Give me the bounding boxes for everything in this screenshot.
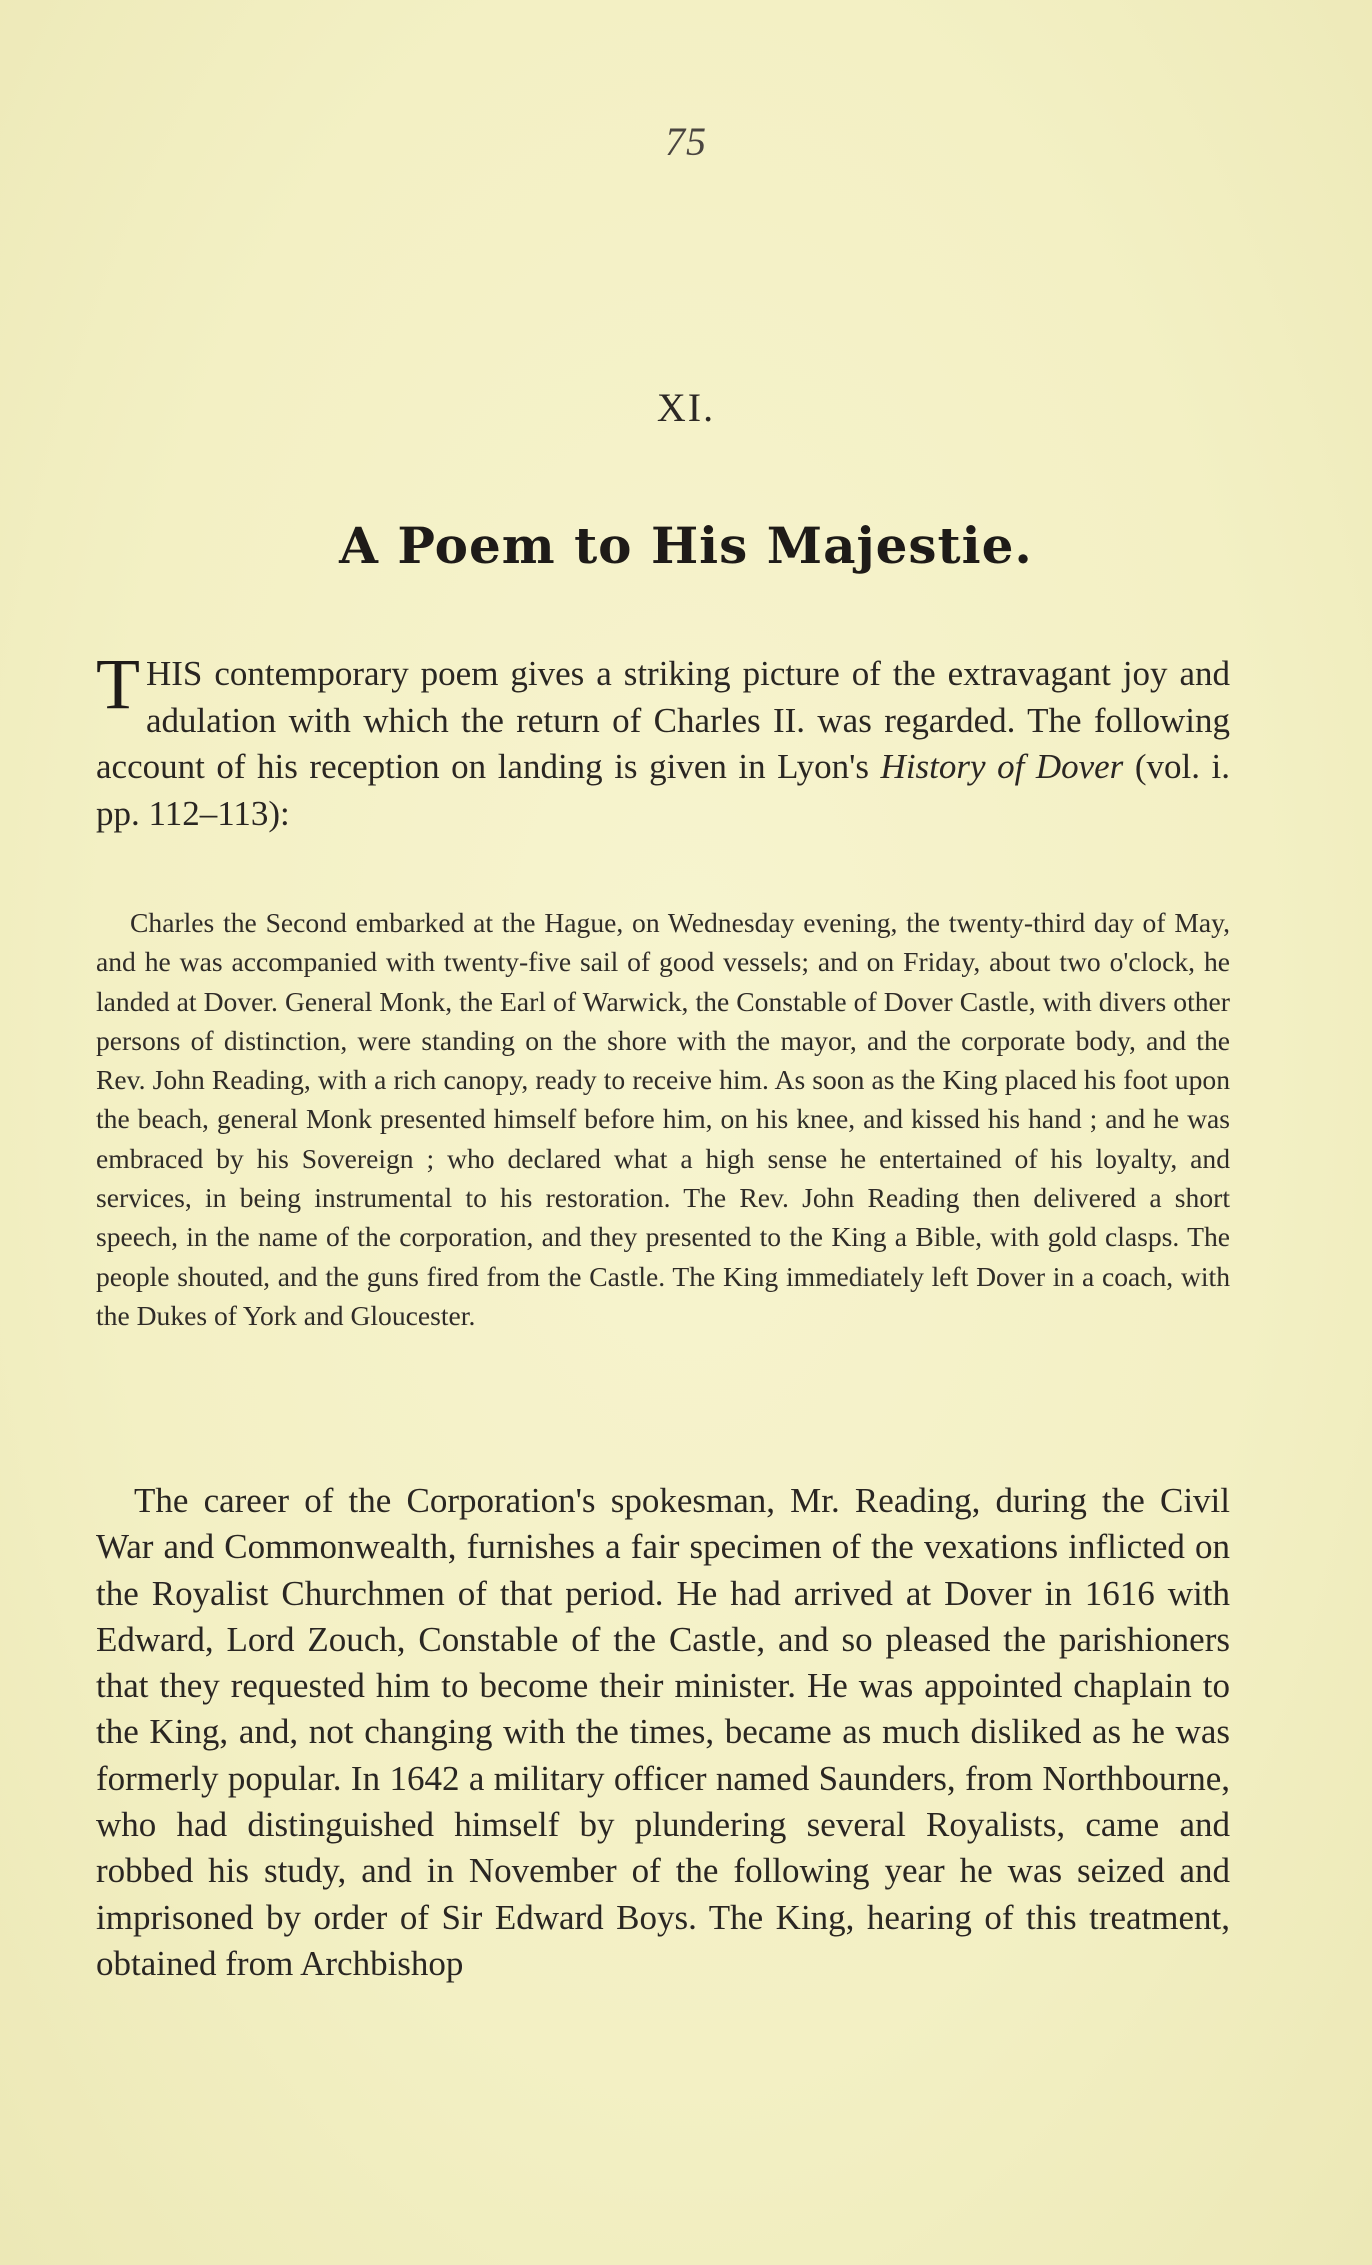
body-text: The career of the Corporation's spokesman, Mr. Reading, during the Civil War and Commonwealth, furnishes a fair specimen of the vexations inflicted on the Royalist Churchmen of that period. He had arrived at Dover in 1616 with Edward, Lord Zouch, Constable of the Castle, and so pleased the parishioners that they requested him to become their minister. He was appointed chaplain to the King, and, not changing with the times, became as much disliked as he was formerly popular. In 1642 a military officer named Saunders, from Northbourne, who had distinguished himself by plundering several Royalists, came and robbed his study, and in November of the following year he was seized and imprisoned by order of Sir Edward Boys. The King, hearing of this treatment, obtained from Archbishop (96, 1481, 1230, 1983)
intro-first-word: HIS (145, 654, 203, 693)
poem-title: A Poem to His Majestie. (339, 516, 1033, 575)
body-paragraph (96, 1478, 1230, 1987)
intro-text-1: contemporary poem gives a striking picture of the extravagant joy and adulation with which the return of Charles II. was regarded. The following account of his reception on landing is given in Lyon's (96, 654, 1230, 786)
intro-paragraph (96, 644, 1230, 837)
chapter-number: XI. (656, 385, 716, 430)
book-title: History of Dover (880, 747, 1124, 786)
drop-cap: T (96, 644, 140, 724)
block-quote (96, 903, 1230, 1335)
intro-text-2: (vol. i. pp. 112–113): (96, 747, 1230, 833)
page-number: 75 (665, 119, 707, 164)
quote-text: Charles the Second embarked at the Hague, on Wednesday evening, the twenty-third day of May, and he was accompanied with twenty-five sail of good vessels; and on Friday, about two o'clock, he landed at Dover. General Monk, the Earl of Warwick, the Constable of Dover Castle, with divers other persons of distinction, were standing on the shore with the mayor, and the corporate body, and the Rev. John Reading, with a rich canopy, ready to receive him. As soon as the King placed his foot upon the beach, general Monk presented himself before him, on his knee, and kissed his hand ; and he was embraced by his Sovereign ; who declared what a high sense he entertained of his loyalty, and services, in being instrumental to his restoration. The Rev. John Reading then delivered a short speech, in the name of the corporation, and they presented to the King a Bible, with gold clasps. The people shouted, and the guns fired from the Castle. The King immediately left Dover in a coach, with the Dukes of York and Gloucester. (96, 907, 1230, 1331)
